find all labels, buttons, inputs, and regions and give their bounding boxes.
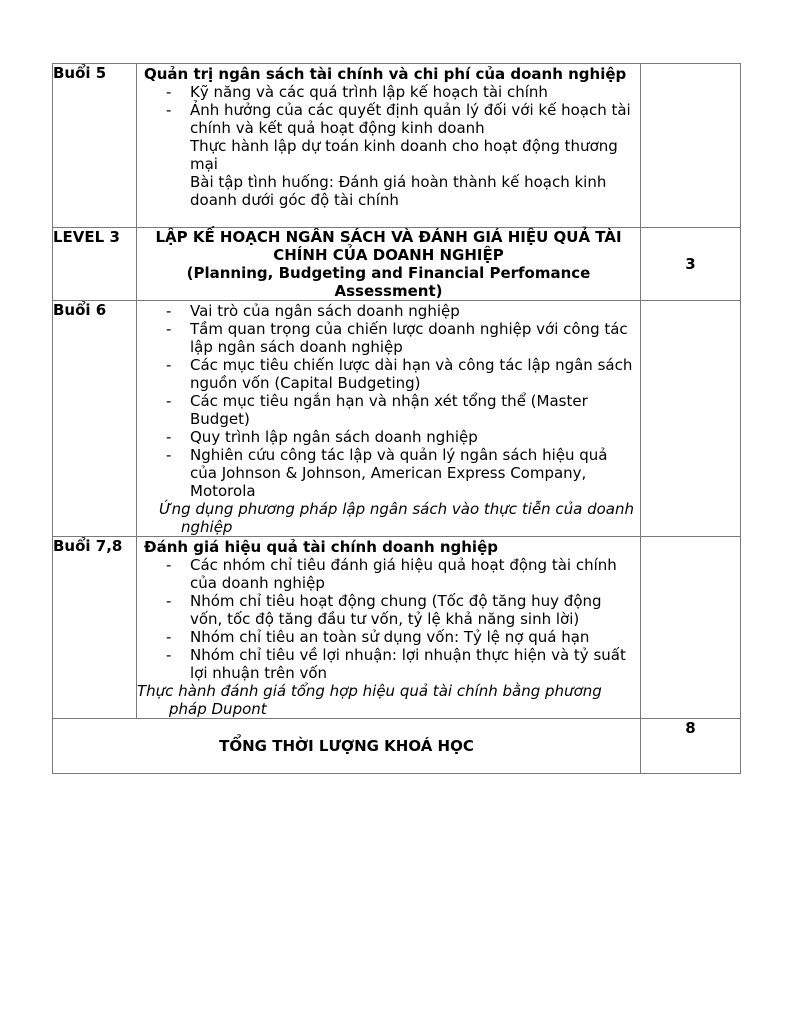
topic-list [144,302,636,500]
table-row-buoi-6 [53,301,741,537]
list-item: - Nghiên cứu công tác lập và quản lý ngân sách hiệu quả của Johnson & Johnson, American Express Company, Motorola [190,446,636,500]
level-title-cell [137,228,641,301]
topic-list [144,83,636,137]
list-item: - Ảnh hưởng của các quyết định quản lý đối với kế hoạch tài chính và kết quả hoạt động kinh doanh [190,101,636,137]
session-heading: Đánh giá hiệu quả tài chính doanh nghiệp [144,538,498,556]
table-row-buoi-7-8 [53,537,741,719]
session-content [137,537,641,719]
list-item: - Kỹ năng và các quá trình lập kế hoạch tài chính [190,83,636,101]
level-title-en: (Planning, Budgeting and Financial Perfomance Assessment) [186,264,591,300]
list-item: - Quy trình lập ngân sách doanh nghiệp [190,428,636,446]
session-label: Buổi 5 [53,64,137,228]
session-content [137,64,641,228]
level-hours: 3 [641,228,741,301]
list-item: - Tầm quan trọng của chiến lược doanh nghiệp với công tác lập ngân sách doanh nghiệp [190,320,636,356]
total-hours: 8 [641,719,741,774]
session-hours [641,64,741,228]
table-row-total [53,719,741,774]
practice-text: Thực hành lập dự toán kinh doanh cho hoạt động thương mại [190,137,618,173]
topic-list [144,556,636,682]
list-item: - Nhóm chỉ tiêu về lợi nhuận: lợi nhuận thực hiện và tỷ suất lợi nhuận trên vốn [190,646,636,682]
list-item: - Các mục tiêu ngắn hạn và nhận xét tổng thể (Master Budget) [190,392,636,428]
session-label: Buổi 6 [53,301,137,537]
total-duration-label: TỔNG THỜI LƯỢNG KHOÁ HỌC [53,719,641,774]
list-item: - Các mục tiêu chiến lược dài hạn và công tác lập ngân sách nguồn vốn (Capital Budgeting) [190,356,636,392]
application-note: Ứng dụng phương pháp lập ngân sách vào thực tiễn của doanh nghiệp [159,500,634,536]
practice-note: Thực hành đánh giá tổng hợp hiệu quả tài chính bằng phương pháp Dupont [137,682,602,718]
session-content [137,301,641,537]
list-item: - Nhóm chỉ tiêu hoạt động chung (Tốc độ tăng huy động vốn, tốc độ tăng đầu tư vốn, tỷ lệ khả năng sinh lời) [190,592,636,628]
exercise-text: Bài tập tình huống: Đánh giá hoàn thành kế hoạch kinh doanh dưới góc độ tài chính [190,173,607,209]
session-hours [641,301,741,537]
session-hours [641,537,741,719]
session-label: Buổi 7,8 [53,537,137,719]
level-title-vi: LẬP KẾ HOẠCH NGÂN SÁCH VÀ ĐÁNH GIÁ HIỆU QUẢ TÀI CHÍNH CỦA DOANH NGHIỆP [155,228,622,264]
list-item: - Vai trò của ngân sách doanh nghiệp [190,302,636,320]
table-row-level-3 [53,228,741,301]
list-item: - Nhóm chỉ tiêu an toàn sử dụng vốn: Tỷ lệ nợ quá hạn [190,628,636,646]
level-label: LEVEL 3 [53,228,137,301]
table-row-buoi-5 [53,64,741,228]
course-schedule-table [52,63,741,774]
session-heading: Quản trị ngân sách tài chính và chi phí của doanh nghiệp [144,65,627,83]
list-item: - Các nhóm chỉ tiêu đánh giá hiệu quả hoạt động tài chính của doanh nghiệp [190,556,636,592]
